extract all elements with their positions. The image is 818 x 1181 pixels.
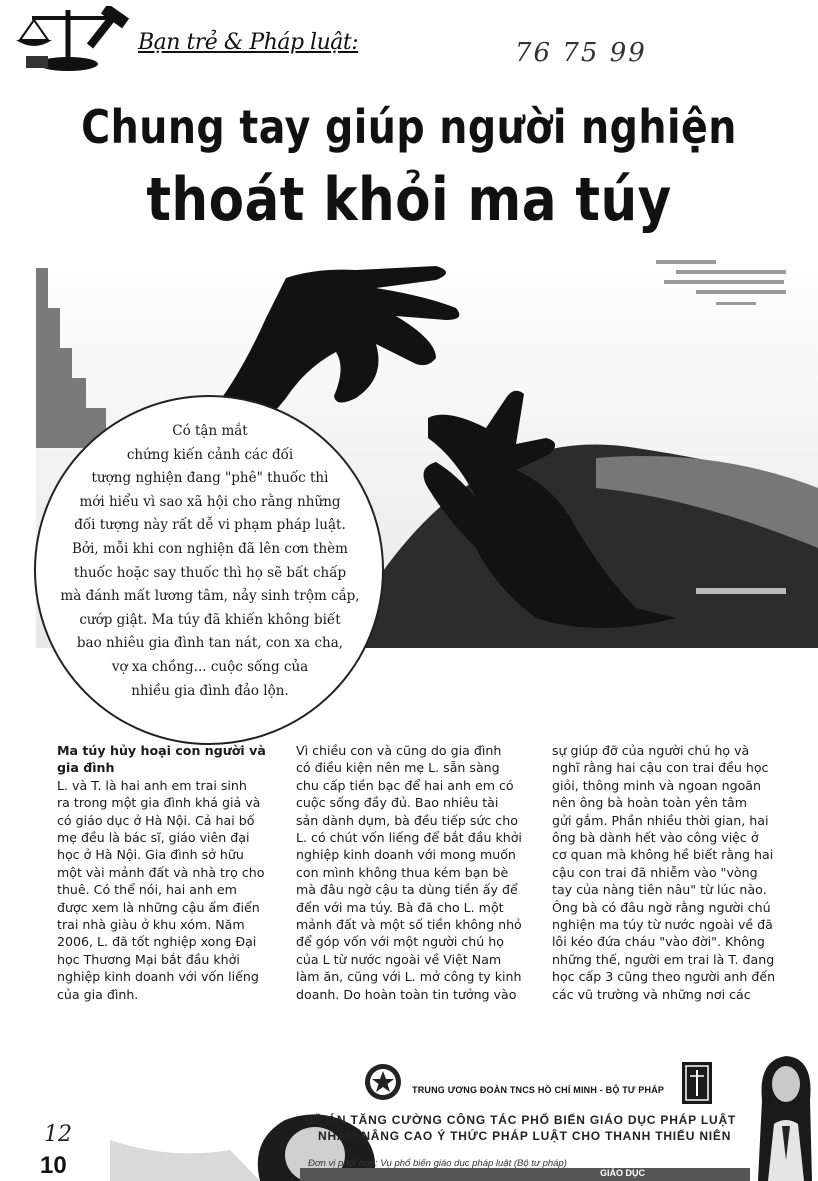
intro-line: Bởi, mỗi khi con nghiện đã lên cơn thèm: [72, 540, 348, 557]
body-line: cậu con trai đã nhiễm vào "vòng: [552, 864, 758, 880]
intro-line: mà đánh mất lương tâm, nảy sinh trộm cắp,: [60, 588, 360, 605]
body-line: những thế, người em trai là T. đang: [552, 951, 775, 967]
intro-line: mới hiểu vì sao xã hội cho rằng những: [79, 493, 341, 510]
article-column-2: [296, 742, 524, 1003]
handwritten-mark: 12: [44, 1122, 72, 1147]
body-line: mà đâu ngờ cậu ta dùng tiền ấy để: [296, 882, 518, 898]
intro-line: nhiều gia đình đảo lộn.: [131, 682, 289, 699]
intro-text: [60, 420, 360, 703]
body-line: ông bà dành hết vào công việc ở: [552, 830, 759, 846]
article-title-line-1: Chung tay giúp người nghiện: [81, 100, 737, 154]
intro-line: chứng kiến cảnh các đối: [126, 446, 294, 463]
body-line: cuộc sống đầy đủ. Bao nhiêu tài: [296, 795, 499, 811]
body-line: đến với ma túy. Bà đã cho L. một: [296, 899, 504, 915]
body-line: gửi gắm. Phần nhiều thời gian, hai: [552, 812, 769, 828]
body-line: giỏi, thông minh và ngoan ngoãn: [552, 777, 761, 793]
footer-woman-photo: [748, 1050, 818, 1181]
body-line: sản dành dụm, bà đều tiếp sức cho: [296, 812, 518, 828]
body-line: học ở Hà Nội. Gia đình sở hữu: [57, 847, 244, 863]
article-column-3: [552, 742, 780, 1003]
body-line: nên ông bà hoàn toàn yên tâm: [552, 795, 747, 811]
footer-project-line-1: ĐỀ ÁN TĂNG CƯỜNG CÔNG TÁC PHỔ BIẾN GIÁO DỤC PHÁP LUẬT: [305, 1113, 737, 1127]
body-line: các vũ trường và những nơi các: [552, 986, 751, 1002]
body-line: của gia đình.: [57, 986, 139, 1002]
body-line: nghĩ rằng hai cậu con trai đều học: [552, 760, 769, 776]
section-label: Bạn trẻ & Pháp luật:: [138, 30, 359, 55]
body-line: sự giúp đỡ của người chú họ và: [552, 743, 750, 758]
youth-union-emblem-icon: [363, 1062, 403, 1102]
intro-line: Có tận mắt: [172, 423, 248, 439]
body-line: một vài mảnh đất và nhà trọ cho: [57, 864, 265, 880]
intro-line: tượng nghiện đang "phê" thuốc thì: [91, 470, 329, 487]
body-line: con mình không thua kém bạn bè: [296, 864, 509, 880]
body-line: nghiện ma túy từ nước ngoài về đã: [552, 917, 773, 933]
intro-line: vợ xa chồng... cuộc sống của: [111, 658, 309, 675]
body-line: làm ăn, cũng với L. mở công ty kinh: [296, 969, 522, 985]
body-line: doanh. Do hoàn toàn tin tưởng vào: [296, 986, 517, 1002]
body-line: mẹ đều là bác sĩ, giáo viên đại: [57, 830, 250, 846]
body-line: có giáo dục ở Hà Nội. Cả hai bố: [57, 812, 255, 828]
page-number: 10: [40, 1152, 67, 1179]
body-line: ra trong một gia đình khá giả và: [57, 795, 261, 811]
body-line: mảnh đất và một số tiền không nhỏ: [296, 917, 522, 933]
footer-organization: TRUNG ƯƠNG ĐOÀN TNCS HỒ CHÍ MINH - BỘ TƯ PHÁP: [412, 1085, 665, 1095]
intro-line: thuốc hoặc say thuốc thì họ sẽ bất chấp: [73, 564, 347, 581]
body-line: tay của nàng tiên nâu" từ lúc nào.: [552, 882, 767, 898]
footer-band-text: GIÁO DỤC: [600, 1168, 645, 1178]
body-line: để góp vốn với một người chú họ: [296, 934, 504, 950]
body-line: Vì chiều con và cũng do gia đình: [296, 743, 502, 758]
body-line: có điều kiện nên mẹ L. sẵn sàng: [296, 760, 500, 776]
body-line: cơ quan mà không hề biết rằng hai: [552, 847, 774, 863]
handwritten-number: 76 75 99: [515, 38, 647, 68]
body-line: học Thương Mại bắt đầu khởi: [57, 951, 240, 967]
body-line: chu cấp tiền bạc để hai anh em có: [296, 777, 514, 793]
body-line: được xem là những cậu ấm điển: [57, 899, 260, 915]
body-line: nghiệp kinh doanh với mong muốn: [296, 847, 516, 863]
body-line: nghiệp kinh doanh với vốn liếng: [57, 969, 259, 985]
justice-book-icon: [680, 1060, 714, 1106]
section-heading: Ma túy hủy hoại con người và: [57, 743, 266, 758]
footer-project-line-2: NHẰM NÂNG CAO Ý THỨC PHÁP LUẬT CHO THANH THIẾU NIÊN: [318, 1129, 732, 1143]
body-line: trai nhà giàu ở khu xóm. Năm: [57, 917, 245, 933]
intro-line: cướp giật. Ma túy đã khiến không biết: [79, 611, 341, 628]
intro-line: bao nhiêu gia đình tan nát, con xa cha,: [76, 635, 344, 652]
body-line: Ông bà có đâu ngờ rằng người chú: [552, 899, 771, 915]
body-line: lôi kéo đứa cháu "vào đời". Không: [552, 934, 765, 950]
body-line: L. và T. là hai anh em trai sinh: [57, 777, 247, 793]
body-line: L. có chút vốn liếng để bắt đầu khởi: [296, 830, 522, 846]
body-line: thuê. Có thể nói, hai anh em: [57, 882, 237, 898]
section-heading: gia đình: [57, 760, 115, 776]
scales-of-justice-logo: [12, 6, 132, 72]
footer-cooperation-note: Đơn vị phối hợp: Vụ phổ biến giáo dục pháp luật (Bộ tư pháp): [308, 1158, 567, 1169]
article-title-line-2: thoát khỏi ma túy: [146, 165, 672, 235]
intro-line: đối tượng này rất dễ vi phạm pháp luật.: [74, 517, 346, 534]
footer-band: [300, 1168, 750, 1181]
body-line: của L từ nước ngoài về Việt Nam: [296, 951, 502, 967]
body-line: 2006, L. đã tốt nghiệp xong Đại: [57, 934, 257, 950]
article-column-1: [57, 742, 285, 1003]
body-line: học cấp 3 cũng theo người anh đến: [552, 969, 776, 985]
